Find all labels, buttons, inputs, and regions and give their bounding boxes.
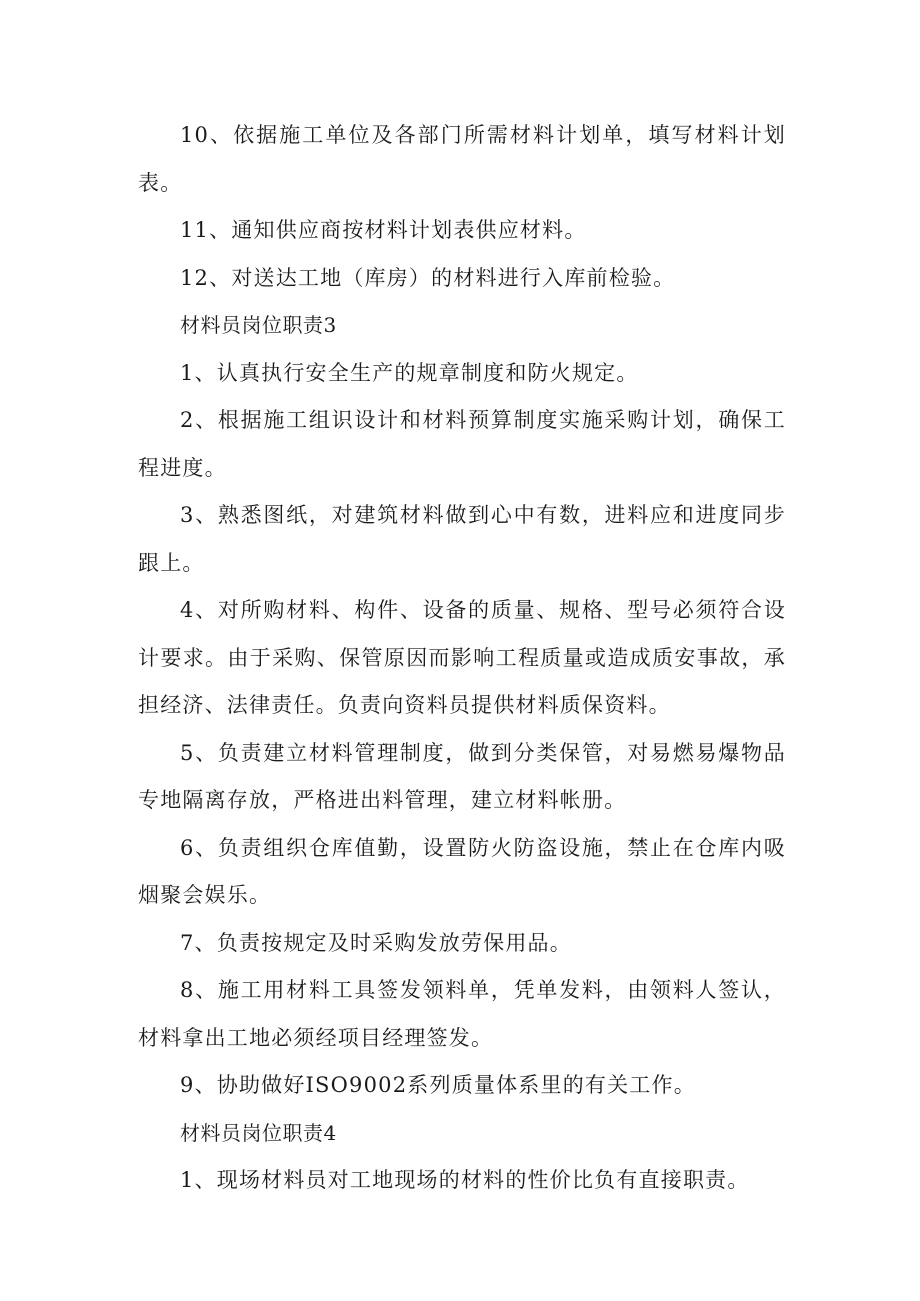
list-item: 11、通知供应商按材料计划表供应材料。 xyxy=(180,218,587,242)
list-item: 10、依据施工单位及各部门所需材料计划单，填写材料计划表。 xyxy=(138,123,786,195)
list-item: 8、施工用材料工具签发领料单，凭单发料，由领料人签认，材料拿出工地必须经项目经理签发。 xyxy=(138,978,786,1050)
section-heading: 材料员岗位职责4 xyxy=(180,1120,337,1145)
list-item: 5、负责建立材料管理制度，做到分类保管，对易燃易爆物品专地隔离存放，严格进出料管理，建立材料帐册。 xyxy=(138,740,786,812)
document-body xyxy=(138,112,786,1205)
section-heading: 材料员岗位职责3 xyxy=(180,313,337,337)
list-item: 12、对送达工地（库房）的材料进行入库前检验。 xyxy=(180,265,676,290)
list-item: 2、根据施工组识设计和材料预算制度实施采购计划，确保工程进度。 xyxy=(138,408,786,480)
list-item: 1、现场材料员对工地现场的材料的性价比负有直接职责。 xyxy=(180,1168,750,1192)
list-item: 1、认真执行安全生产的规章制度和防火规定。 xyxy=(180,360,639,385)
list-item: 4、对所购材料、构件、设备的质量、规格、型号必须符合设计要求。由于采购、保管原因而影响工程质量或造成质安事故，承担经济、法律责任。负责向资料员提供材料质保资料。 xyxy=(138,598,786,717)
list-item: 6、负责组织仓库值勤，设置防火防盗设施，禁止在仓库内吸烟聚会娱乐。 xyxy=(138,835,786,907)
list-item: 9、协助做好ISO9002系列质量体系里的有关工作。 xyxy=(180,1073,696,1097)
list-item: 3、熟悉图纸，对建筑材料做到心中有数，进料应和进度同步跟上。 xyxy=(138,503,786,575)
list-item: 7、负责按规定及时采购发放劳保用品。 xyxy=(180,930,572,955)
